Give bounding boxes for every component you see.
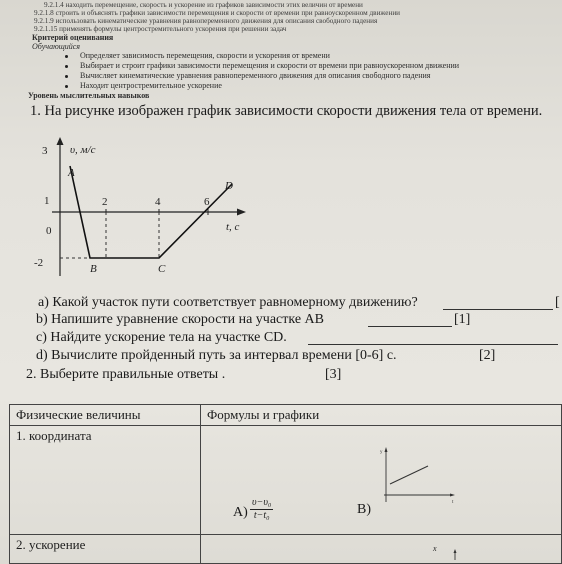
score-a: [ bbox=[555, 295, 560, 310]
x-tick-label: 4 bbox=[155, 196, 161, 208]
learner-label: Обучающийся bbox=[32, 42, 81, 51]
objective-line-4: 9.2.1.15 применять формулы центростремительного ускорения при решении задач bbox=[34, 25, 287, 33]
bullet-icon bbox=[65, 55, 68, 58]
y-axis-label: υ, м/с bbox=[70, 144, 96, 156]
table-header-row bbox=[10, 405, 562, 426]
row-coordinate: 1. координата bbox=[10, 426, 201, 535]
skills-level: Уровень мыслительных навыков bbox=[28, 91, 150, 100]
option-b-label[interactable]: B) bbox=[357, 502, 371, 517]
option-a-label[interactable]: A) bbox=[233, 505, 248, 520]
bullet-icon bbox=[65, 65, 68, 68]
task1-title: 1. На рисунке изображен график зависимости скорости движения тела от времени. bbox=[30, 103, 543, 119]
mini-graph-x-label: t bbox=[452, 500, 454, 505]
answer-line-a[interactable] bbox=[443, 309, 553, 310]
question-d: d) Вычислите пройденный путь за интервал времени [0-6] с. bbox=[36, 348, 397, 363]
formulas-cell-2 bbox=[201, 535, 562, 564]
y-tick-label: -2 bbox=[34, 257, 44, 269]
point-label: B bbox=[90, 263, 97, 275]
question-b: b) Напишите уравнение скорости на участке AB bbox=[36, 312, 325, 327]
criteria-item: Находит центростремительное ускорение bbox=[80, 81, 222, 90]
bullet-icon bbox=[65, 85, 68, 88]
header-physical-quantities: Физические величины bbox=[10, 405, 201, 426]
row-acceleration: 2. ускорение bbox=[10, 535, 201, 564]
point-label: D bbox=[225, 180, 233, 192]
x-axis-arrow bbox=[237, 209, 246, 216]
question-a: a) Какой участок пути соответствует равномерному движению? bbox=[38, 295, 418, 310]
velocity-time-graph bbox=[20, 134, 260, 289]
header-formulas-graphs: Формулы и графики bbox=[201, 405, 562, 426]
criteria-item: Определяет зависимость перемещения, скорости и ускорения от времени bbox=[80, 51, 330, 60]
criteria-title: Критерий оценивания bbox=[32, 33, 114, 42]
point-label: C bbox=[158, 263, 166, 275]
matching-table bbox=[9, 404, 562, 564]
x-axis-label: t, c bbox=[226, 221, 240, 233]
answer-line-c[interactable] bbox=[308, 344, 558, 345]
point-label: A bbox=[68, 167, 75, 179]
score-b: [1] bbox=[454, 312, 471, 327]
criteria-item: Выбирает и строит графики зависимости перемещения и скорости от времени при равноускоренном движении bbox=[80, 61, 460, 70]
y-tick-label: 3 bbox=[42, 145, 48, 157]
table-row bbox=[10, 426, 562, 535]
score-d: [2] bbox=[479, 348, 496, 363]
formula-denominator: t−t₀ bbox=[253, 510, 270, 521]
answer-line-b[interactable] bbox=[368, 326, 452, 327]
arrow-up-icon bbox=[450, 548, 460, 560]
y-tick-label: 1 bbox=[44, 195, 50, 207]
mini-coordinate-graph bbox=[378, 444, 458, 506]
mini-graph-y-label: y bbox=[380, 450, 383, 455]
objective-line-2: 9.2.1.8 строить и объяснять графики зависимости перемещения и скорости от времени при равноускоренном движении bbox=[34, 9, 401, 17]
y-axis-arrow bbox=[57, 137, 64, 145]
score-task2: [3] bbox=[325, 367, 342, 382]
formula-a bbox=[250, 497, 273, 522]
x-tick-label: 2 bbox=[102, 196, 108, 208]
task2-title: 2. Выберите правильные ответы . bbox=[26, 367, 226, 382]
bullet-icon bbox=[65, 75, 68, 78]
criteria-item: Вычисляет кинематические уравнения равнопеременного движения для описания свободного падения bbox=[80, 71, 431, 80]
objective-line-1: 9.2.1.4 находить перемещение, скорость и ускорение из графиков зависимости этих величин от времени bbox=[44, 1, 363, 9]
objective-line-3: 9.2.1.9 использовать кинематические уравнения равнопеременного движения для описания свободного падения bbox=[34, 17, 378, 25]
question-c: c) Найдите ускорение тела на участке CD. bbox=[36, 330, 287, 345]
table-row bbox=[10, 535, 562, 564]
bottom-axis-label: x bbox=[433, 544, 437, 553]
y-tick-label: 0 bbox=[46, 225, 52, 237]
formula-numerator: υ−υ₀ bbox=[252, 497, 272, 508]
x-tick-label: 6 bbox=[204, 196, 210, 208]
